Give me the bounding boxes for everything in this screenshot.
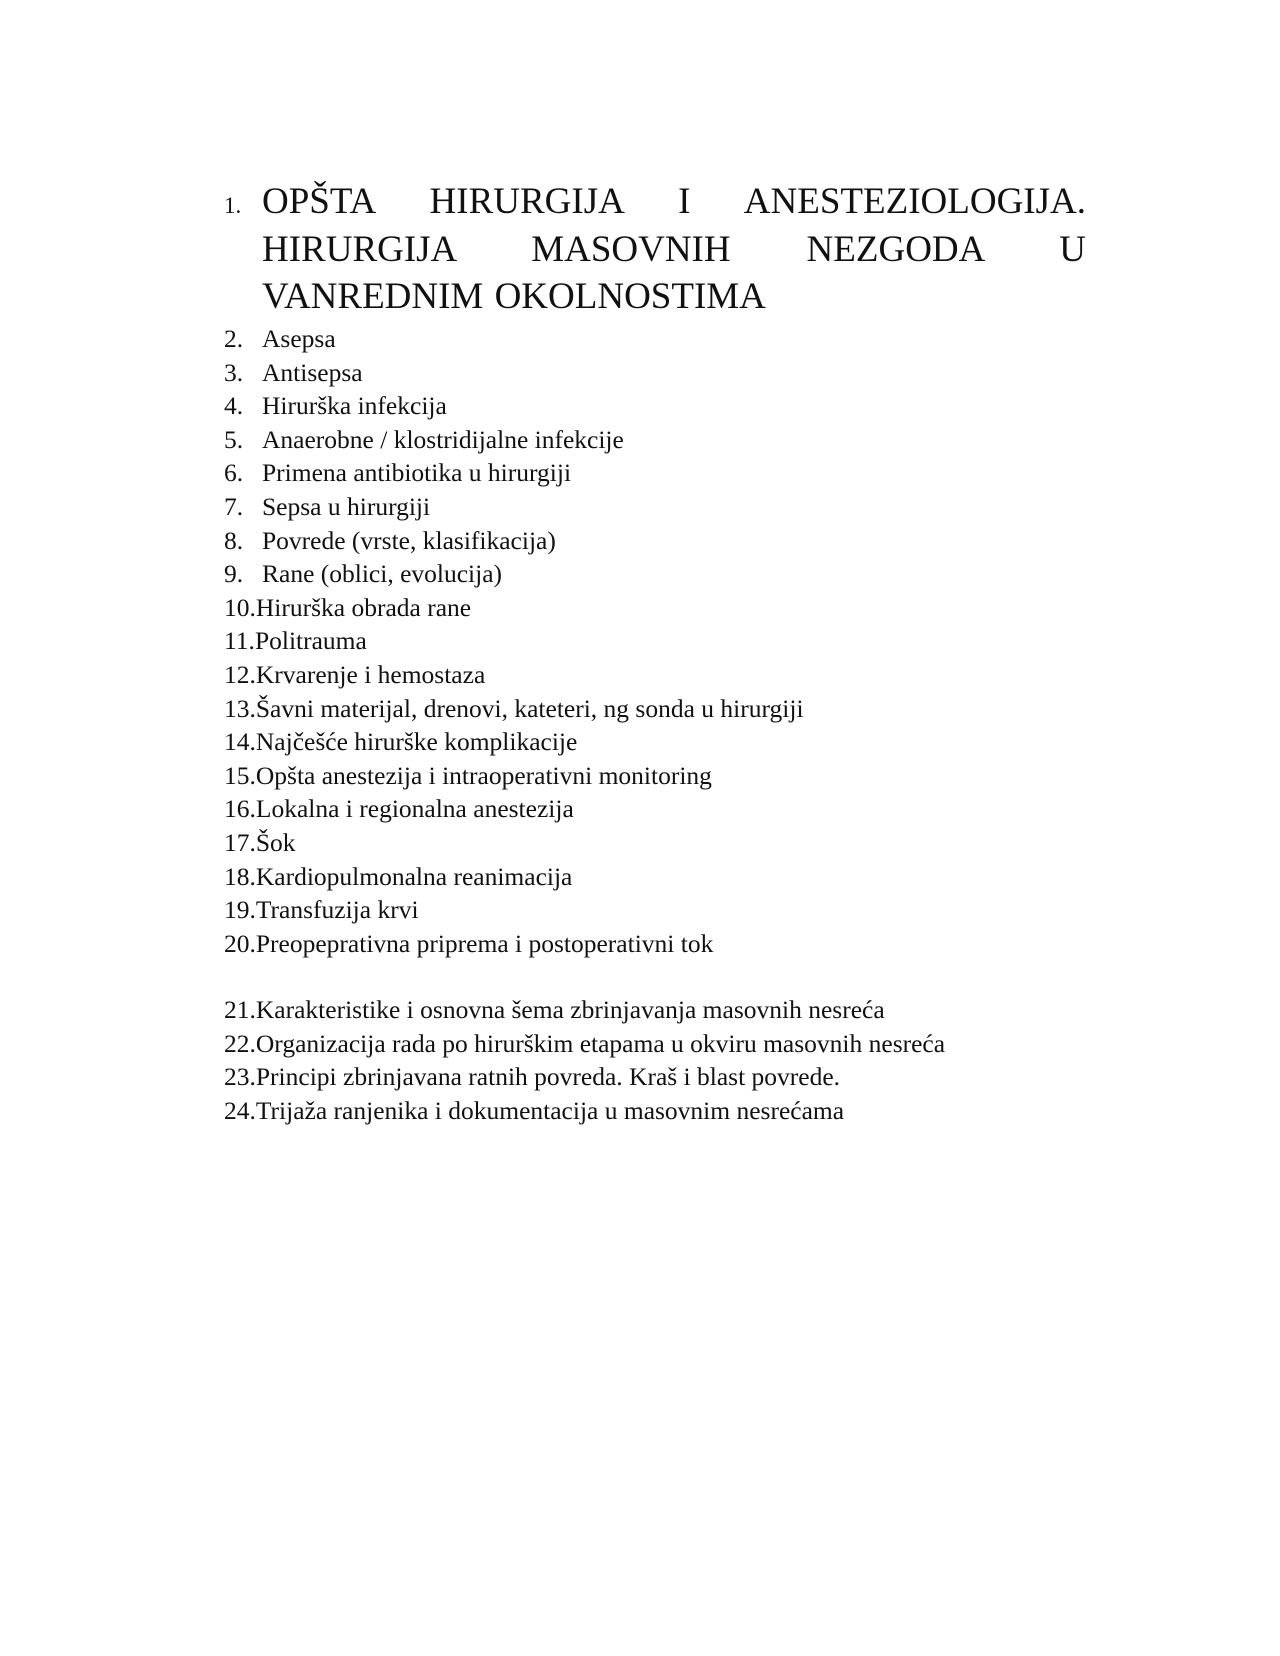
list-item: [224, 658, 804, 692]
item-text: Najčešće hirurške komplikacije: [255, 727, 578, 757]
item-number: 2.: [224, 324, 244, 353]
item-number: 6.: [224, 458, 244, 488]
item-number: 19.: [224, 895, 256, 925]
list-item: [224, 322, 804, 356]
list-item: [224, 1027, 945, 1061]
item-text: Trijaža ranjenika i dokumentacija u masovnim nesrećama: [255, 1095, 845, 1125]
item-number: 18.: [224, 861, 256, 891]
list-item: [224, 591, 804, 625]
heading-number: 1.: [224, 193, 242, 218]
item-number: 23.: [224, 1062, 256, 1092]
item-number: 9.: [224, 559, 244, 589]
item-text: Šavni materijal, drenovi, kateteri, ng sonda u hirurgiji: [255, 693, 804, 723]
list-item: [224, 725, 804, 759]
item-number: 22.: [224, 1028, 256, 1058]
heading-title: OPŠTA HIRURGIJA I ANESTEZIOLOGIJA. HIRURGIJA MASOVNIH NEZGODA U VANREDNIM OKOLNOSTIMA: [262, 181, 1086, 317]
item-text: Povrede (vrste, klasifikacija): [262, 525, 556, 555]
list-item: [224, 490, 804, 524]
list-item: [224, 927, 804, 961]
list-item: [224, 524, 804, 558]
list-item: [224, 893, 804, 927]
item-text: Antisepsa: [262, 357, 363, 387]
item-number: 20.: [224, 928, 256, 958]
item-number: 12.: [224, 659, 256, 689]
item-number: 14.: [224, 727, 256, 757]
section-heading: [224, 178, 1086, 321]
item-number: 15.: [224, 760, 256, 790]
item-number: 21.: [224, 995, 256, 1024]
item-text: Hirurška infekcija: [262, 391, 447, 421]
item-text: Opšta anestezija i intraoperativni monitoring: [255, 760, 712, 790]
item-text: Anaerobne / klostridijalne infekcije: [262, 424, 624, 454]
list-item: [224, 1060, 945, 1094]
item-number: 4.: [224, 391, 244, 421]
item-number: 10.: [224, 592, 256, 622]
item-number: 17.: [224, 827, 256, 857]
list-item: [224, 792, 804, 826]
item-number: 11.: [224, 626, 255, 656]
item-number: 24.: [224, 1095, 256, 1125]
item-number: 8.: [224, 525, 244, 555]
list-item: [224, 557, 804, 591]
list-item: [224, 624, 804, 658]
item-text: Preopeprativna priprema i postoperativni tok: [255, 928, 714, 958]
list-item: [224, 389, 804, 423]
item-text: Primena antibiotika u hirurgiji: [262, 458, 572, 488]
list-item: [224, 356, 804, 390]
list-item: [224, 456, 804, 490]
item-text: Kardiopulmonalna reanimacija: [255, 861, 573, 891]
list-item: [224, 692, 804, 726]
item-number: 16.: [224, 794, 256, 824]
list-item: [224, 860, 804, 894]
list-item: [224, 826, 804, 860]
item-text: Hirurška obrada rane: [255, 592, 472, 622]
list-item: [224, 1094, 945, 1128]
item-number: 13.: [224, 693, 256, 723]
item-text: Šok: [255, 827, 296, 857]
topic-list-mass-casualty: [224, 993, 945, 1127]
topic-list: [224, 322, 804, 960]
item-text: Karakteristike i osnovna šema zbrinjavanja masovnih nesreća: [255, 995, 885, 1024]
item-text: Principi zbrinjavana ratnih povreda. Kraš i blast povrede.: [255, 1062, 841, 1092]
list-item: [224, 993, 945, 1027]
item-text: Organizacija rada po hirurškim etapama u okviru masovnih nesreća: [255, 1028, 946, 1058]
item-number: 5.: [224, 424, 244, 454]
item-text: Asepsa: [262, 324, 336, 353]
item-text: Sepsa u hirurgiji: [262, 491, 431, 521]
item-text: Transfuzija krvi: [255, 895, 419, 925]
item-number: 3.: [224, 357, 244, 387]
list-item: [224, 759, 804, 793]
item-text: Krvarenje i hemostaza: [255, 659, 486, 689]
list-item: [224, 423, 804, 457]
item-text: Politrauma: [254, 626, 367, 656]
item-text: Rane (oblici, evolucija): [262, 559, 503, 589]
item-text: Lokalna i regionalna anestezija: [255, 794, 574, 824]
item-number: 7.: [224, 491, 244, 521]
